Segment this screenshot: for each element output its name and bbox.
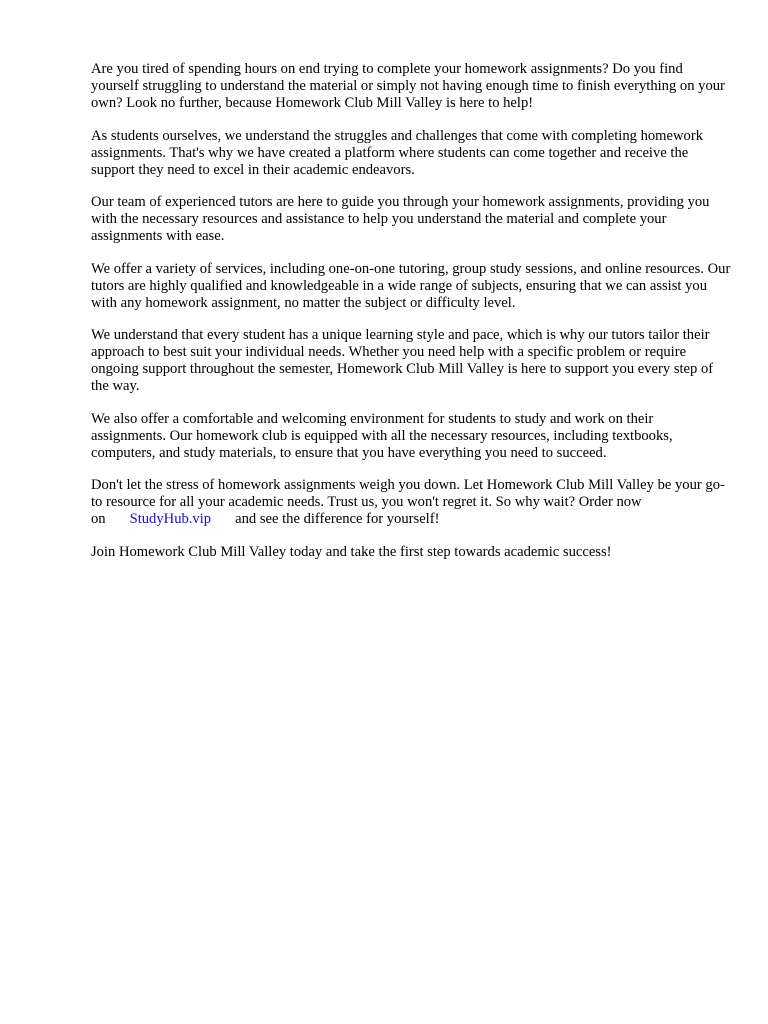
paragraph-cta bbox=[91, 477, 731, 528]
paragraph-tutors: Our team of experienced tutors are here to guide you through your homework assignments, providing you with the necessary resources and assistance to help you understand the material and complete your assignments with ease. bbox=[91, 194, 710, 244]
cta-text-after: and see the difference for yourself! bbox=[235, 511, 440, 527]
paragraph-environment: We also offer a comfortable and welcoming environment for students to study and work on their assignments. Our homework club is equipped with all the necessary resources, including textbooks, computers, and study materials, to ensure that you have everything you need to succeed. bbox=[91, 410, 673, 461]
studyhub-link[interactable]: StudyHub.vip bbox=[129, 511, 212, 527]
paragraph-about: As students ourselves, we understand the struggles and challenges that come with completing homework assignments. That's why we have created a platform where students can come together and receive the support they need to excel in their academic endeavors. bbox=[91, 127, 703, 178]
paragraph-intro: Are you tired of spending hours on end trying to complete your homework assignments? Do you find yourself struggling to understand the material or simply not having enough time to finish everything on your own? Look no further, because Homework Club Mill Valley is here to help! bbox=[91, 61, 725, 111]
paragraph-learning-style: We understand that every student has a unique learning style and pace, which is why our tutors tailor their approach to best suit your individual needs. Whether you need help with a specific problem or require ongoing support throughout the semester, Homework Club Mill Valley is here to support you every step of the way. bbox=[91, 327, 714, 394]
paragraph-closing: Join Homework Club Mill Valley today and take the first step towards academic success! bbox=[91, 543, 612, 560]
cta-text-before: Don't let the stress of homework assignments weigh you down. Let Homework Club Mill Valley be your go-to resource for all your academic needs. Trust us, you won't regret it. So why wait? Order now on bbox=[91, 477, 725, 527]
document-body bbox=[91, 61, 731, 576]
paragraph-services: We offer a variety of services, including one-on-one tutoring, group study sessions, and online resources. Our tutors are highly qualified and knowledgeable in a wide range of subjects, ensuring that we can assist you with any homework assignment, no matter the subject or difficulty level. bbox=[91, 260, 731, 311]
